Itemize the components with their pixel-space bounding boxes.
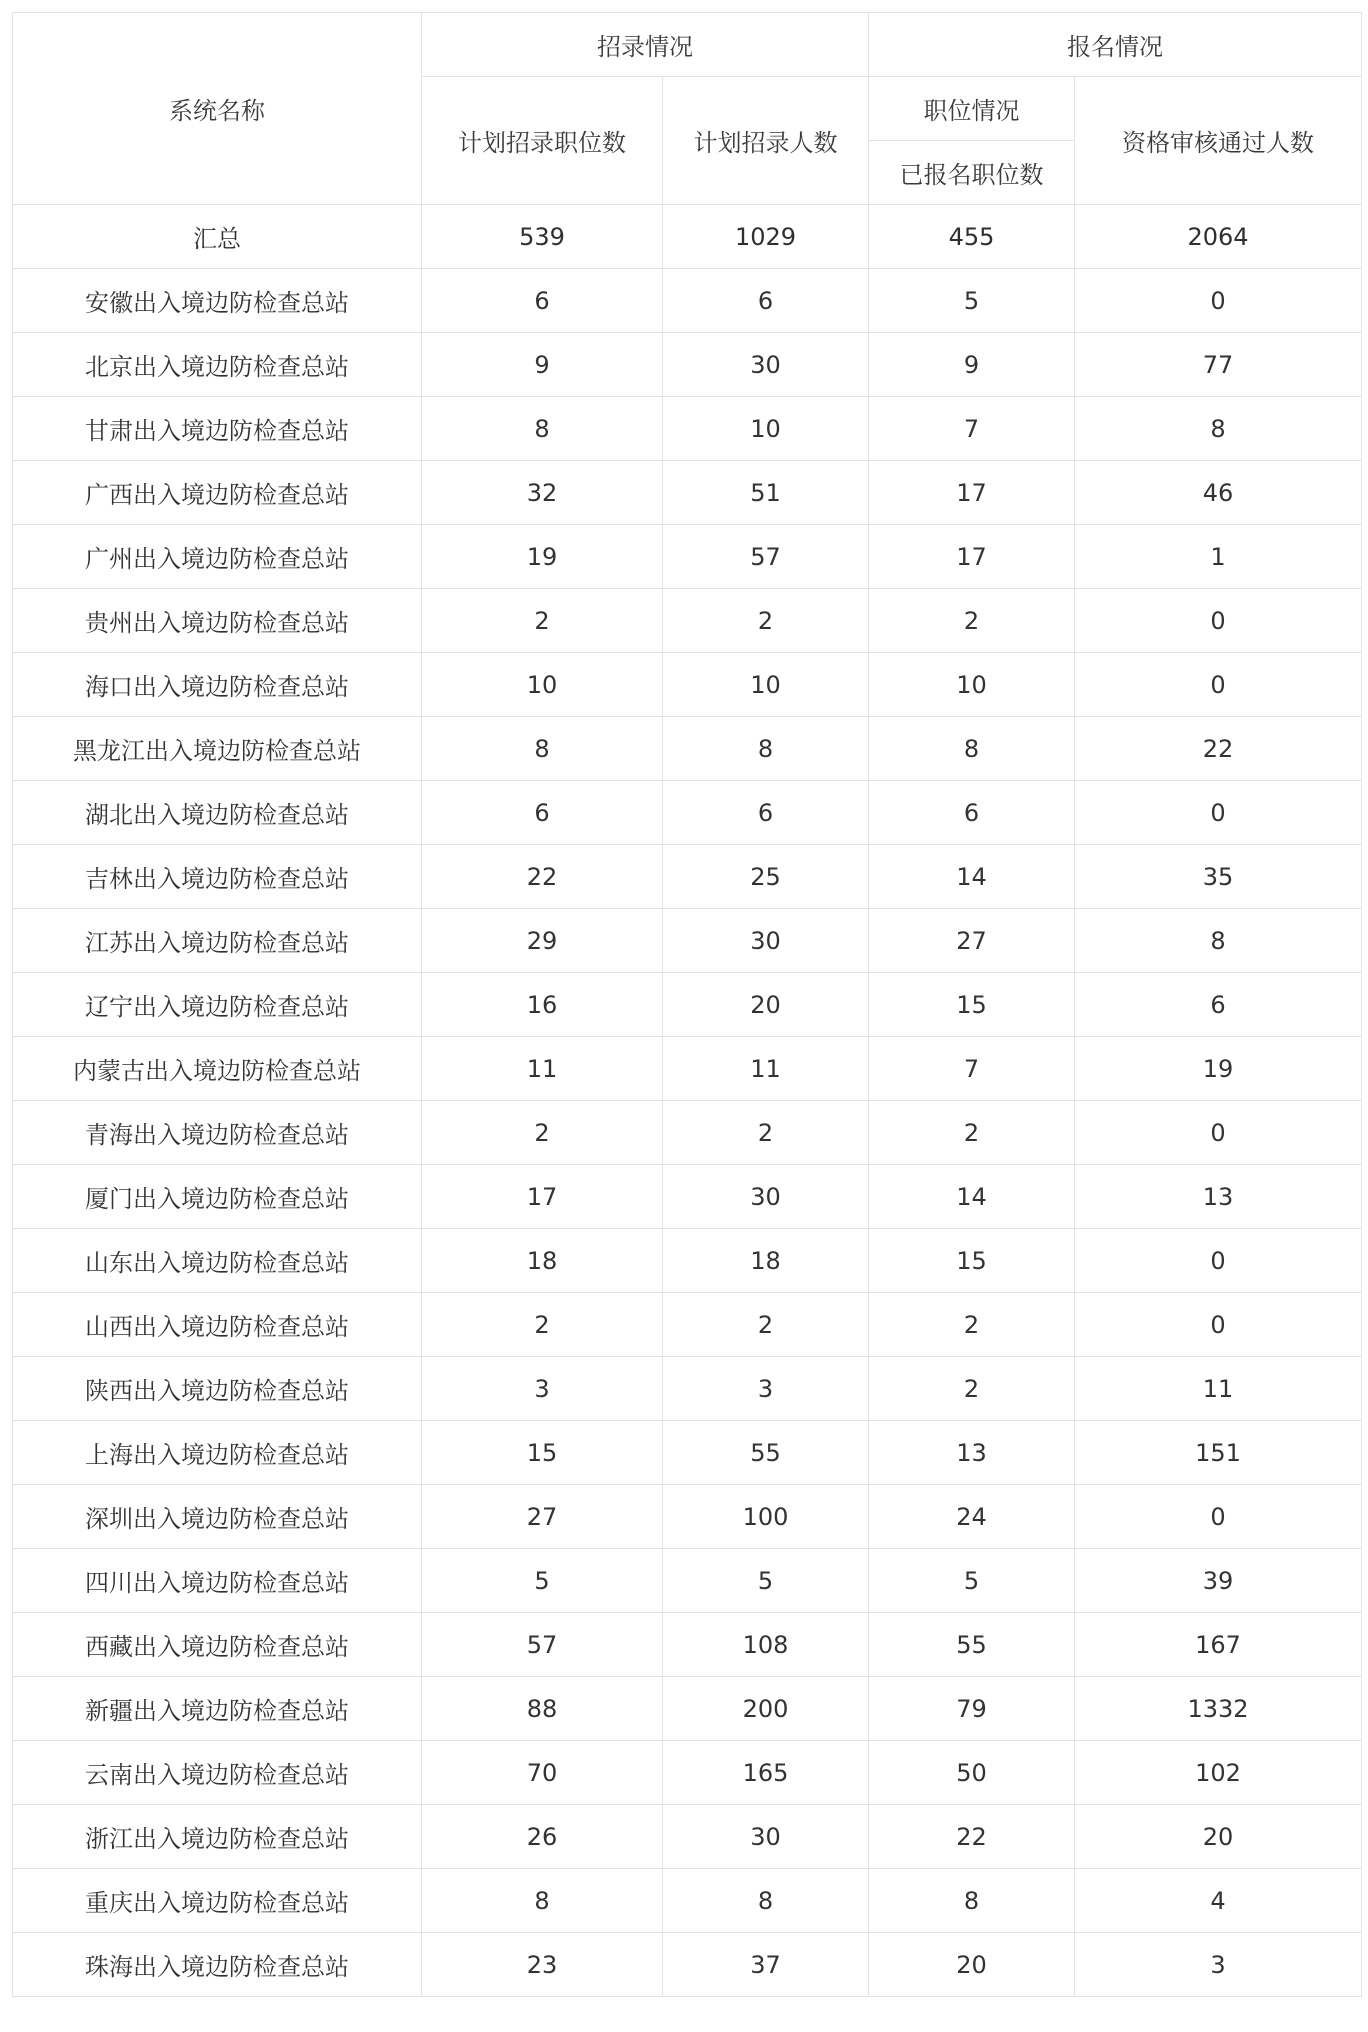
cell-planned-people: 2 (663, 589, 869, 653)
cell-planned-positions: 2 (422, 1293, 663, 1357)
table-row (13, 653, 1362, 717)
cell-planned-people: 37 (663, 1933, 869, 1997)
header-recruit-group: 招录情况 (422, 13, 869, 77)
cell-planned-people: 6 (663, 781, 869, 845)
cell-system-name: 江苏出入境边防检查总站 (13, 909, 422, 973)
table-container (12, 12, 1362, 1997)
cell-applied-positions: 2 (869, 1293, 1075, 1357)
cell-qualified-people: 35 (1075, 845, 1362, 909)
cell-qualified-people: 8 (1075, 397, 1362, 461)
cell-planned-people: 108 (663, 1613, 869, 1677)
cell-planned-people: 25 (663, 845, 869, 909)
table-row (13, 1549, 1362, 1613)
cell-system-name: 湖北出入境边防检查总站 (13, 781, 422, 845)
cell-qualified-people: 1332 (1075, 1677, 1362, 1741)
cell-planned-positions: 26 (422, 1805, 663, 1869)
cell-planned-positions: 18 (422, 1229, 663, 1293)
cell-system-name: 青海出入境边防检查总站 (13, 1101, 422, 1165)
cell-system-name: 山西出入境边防检查总站 (13, 1293, 422, 1357)
cell-planned-positions: 9 (422, 333, 663, 397)
cell-planned-positions: 57 (422, 1613, 663, 1677)
table-row (13, 1613, 1362, 1677)
cell-applied-positions: 79 (869, 1677, 1075, 1741)
cell-planned-people: 200 (663, 1677, 869, 1741)
cell-planned-people: 10 (663, 653, 869, 717)
cell-planned-positions: 70 (422, 1741, 663, 1805)
cell-applied-positions: 7 (869, 1037, 1075, 1101)
cell-planned-positions: 2 (422, 589, 663, 653)
cell-planned-people: 3 (663, 1357, 869, 1421)
header-system-name: 系统名称 (13, 13, 422, 205)
cell-qualified-people: 77 (1075, 333, 1362, 397)
cell-applied-positions: 8 (869, 1869, 1075, 1933)
header-signup-group: 报名情况 (869, 13, 1362, 77)
cell-system-name: 四川出入境边防检查总站 (13, 1549, 422, 1613)
table-row (13, 269, 1362, 333)
cell-qualified-people: 13 (1075, 1165, 1362, 1229)
cell-planned-people: 11 (663, 1037, 869, 1101)
cell-qualified-people: 3 (1075, 1933, 1362, 1997)
cell-system-name: 辽宁出入境边防检查总站 (13, 973, 422, 1037)
table-row (13, 1869, 1362, 1933)
table-row (13, 1293, 1362, 1357)
cell-system-name: 浙江出入境边防检查总站 (13, 1805, 422, 1869)
cell-planned-positions: 29 (422, 909, 663, 973)
cell-planned-people: 8 (663, 1869, 869, 1933)
table-row (13, 845, 1362, 909)
cell-system-name: 黑龙江出入境边防检查总站 (13, 717, 422, 781)
cell-system-name: 广西出入境边防检查总站 (13, 461, 422, 525)
cell-qualified-people: 19 (1075, 1037, 1362, 1101)
cell-qualified-people: 0 (1075, 653, 1362, 717)
cell-applied-positions: 55 (869, 1613, 1075, 1677)
cell-planned-positions: 5 (422, 1549, 663, 1613)
cell-planned-people: 18 (663, 1229, 869, 1293)
table-row (13, 1421, 1362, 1485)
cell-planned-positions: 27 (422, 1485, 663, 1549)
cell-qualified-people: 0 (1075, 1229, 1362, 1293)
cell-qualified-people: 1 (1075, 525, 1362, 589)
cell-applied-positions: 2 (869, 589, 1075, 653)
cell-planned-positions: 23 (422, 1933, 663, 1997)
cell-planned-positions: 22 (422, 845, 663, 909)
cell-planned-people: 57 (663, 525, 869, 589)
table-row (13, 1165, 1362, 1229)
cell-system-name: 上海出入境边防检查总站 (13, 1421, 422, 1485)
table-row (13, 717, 1362, 781)
cell-system-name: 西藏出入境边防检查总站 (13, 1613, 422, 1677)
table-row (13, 1101, 1362, 1165)
cell-applied-positions: 14 (869, 845, 1075, 909)
cell-applied-positions: 7 (869, 397, 1075, 461)
cell-applied-positions: 50 (869, 1741, 1075, 1805)
cell-planned-people: 8 (663, 717, 869, 781)
table-row (13, 909, 1362, 973)
cell-qualified-people: 22 (1075, 717, 1362, 781)
table-row (13, 1037, 1362, 1101)
cell-planned-people: 30 (663, 333, 869, 397)
cell-applied-positions: 13 (869, 1421, 1075, 1485)
table-row (13, 1229, 1362, 1293)
cell-applied-positions: 17 (869, 461, 1075, 525)
cell-system-name: 北京出入境边防检查总站 (13, 333, 422, 397)
cell-applied-positions: 8 (869, 717, 1075, 781)
cell-applied-positions: 2 (869, 1357, 1075, 1421)
cell-system-name: 海口出入境边防检查总站 (13, 653, 422, 717)
summary-row (13, 205, 1362, 269)
cell-planned-positions: 11 (422, 1037, 663, 1101)
cell-qualified-people: 20 (1075, 1805, 1362, 1869)
table-row (13, 397, 1362, 461)
cell-planned-people: 5 (663, 1549, 869, 1613)
cell-qualified-people: 6 (1075, 973, 1362, 1037)
cell-planned-positions: 539 (422, 205, 663, 269)
cell-planned-positions: 8 (422, 1869, 663, 1933)
cell-planned-people: 30 (663, 1165, 869, 1229)
cell-planned-positions: 8 (422, 397, 663, 461)
header-position-status: 职位情况 (869, 77, 1075, 141)
cell-planned-positions: 16 (422, 973, 663, 1037)
table-row (13, 1485, 1362, 1549)
cell-qualified-people: 0 (1075, 589, 1362, 653)
table-row (13, 461, 1362, 525)
cell-applied-positions: 22 (869, 1805, 1075, 1869)
cell-applied-positions: 6 (869, 781, 1075, 845)
cell-planned-people: 30 (663, 1805, 869, 1869)
cell-planned-people: 165 (663, 1741, 869, 1805)
cell-planned-people: 20 (663, 973, 869, 1037)
cell-system-name: 吉林出入境边防检查总站 (13, 845, 422, 909)
cell-system-name: 重庆出入境边防检查总站 (13, 1869, 422, 1933)
header-applied-positions: 已报名职位数 (869, 141, 1075, 205)
cell-planned-positions: 19 (422, 525, 663, 589)
cell-planned-positions: 32 (422, 461, 663, 525)
cell-system-name: 珠海出入境边防检查总站 (13, 1933, 422, 1997)
table-body (13, 205, 1362, 1997)
table-header (13, 13, 1362, 205)
recruitment-table (12, 12, 1362, 1997)
cell-planned-people: 55 (663, 1421, 869, 1485)
cell-applied-positions: 15 (869, 1229, 1075, 1293)
cell-qualified-people: 0 (1075, 1485, 1362, 1549)
cell-applied-positions: 5 (869, 269, 1075, 333)
cell-planned-people: 10 (663, 397, 869, 461)
cell-system-name: 新疆出入境边防检查总站 (13, 1677, 422, 1741)
cell-qualified-people: 0 (1075, 269, 1362, 333)
table-row (13, 973, 1362, 1037)
cell-system-name: 山东出入境边防检查总站 (13, 1229, 422, 1293)
cell-applied-positions: 15 (869, 973, 1075, 1037)
cell-qualified-people: 151 (1075, 1421, 1362, 1485)
cell-qualified-people: 0 (1075, 1293, 1362, 1357)
cell-planned-people: 2 (663, 1293, 869, 1357)
cell-qualified-people: 4 (1075, 1869, 1362, 1933)
table-row (13, 525, 1362, 589)
cell-planned-positions: 3 (422, 1357, 663, 1421)
cell-qualified-people: 167 (1075, 1613, 1362, 1677)
cell-planned-positions: 15 (422, 1421, 663, 1485)
cell-applied-positions: 5 (869, 1549, 1075, 1613)
cell-qualified-people: 102 (1075, 1741, 1362, 1805)
cell-planned-positions: 6 (422, 781, 663, 845)
cell-planned-people: 100 (663, 1485, 869, 1549)
cell-qualified-people: 0 (1075, 1101, 1362, 1165)
cell-qualified-people: 11 (1075, 1357, 1362, 1421)
cell-planned-people: 2 (663, 1101, 869, 1165)
cell-applied-positions: 27 (869, 909, 1075, 973)
cell-system-name: 厦门出入境边防检查总站 (13, 1165, 422, 1229)
table-row (13, 1741, 1362, 1805)
table-row (13, 1933, 1362, 1997)
cell-qualified-people: 8 (1075, 909, 1362, 973)
cell-planned-positions: 17 (422, 1165, 663, 1229)
cell-qualified-people: 2064 (1075, 205, 1362, 269)
cell-applied-positions: 17 (869, 525, 1075, 589)
cell-system-name: 云南出入境边防检查总站 (13, 1741, 422, 1805)
cell-qualified-people: 0 (1075, 781, 1362, 845)
header-qualified-people: 资格审核通过人数 (1075, 77, 1362, 205)
header-planned-positions: 计划招录职位数 (422, 77, 663, 205)
cell-qualified-people: 39 (1075, 1549, 1362, 1613)
cell-applied-positions: 10 (869, 653, 1075, 717)
cell-planned-positions: 8 (422, 717, 663, 781)
cell-planned-positions: 2 (422, 1101, 663, 1165)
table-row (13, 333, 1362, 397)
table-row (13, 1357, 1362, 1421)
cell-system-name: 汇总 (13, 205, 422, 269)
cell-applied-positions: 2 (869, 1101, 1075, 1165)
header-row-1 (13, 13, 1362, 77)
table-row (13, 589, 1362, 653)
cell-system-name: 甘肃出入境边防检查总站 (13, 397, 422, 461)
cell-applied-positions: 9 (869, 333, 1075, 397)
cell-planned-positions: 88 (422, 1677, 663, 1741)
cell-applied-positions: 20 (869, 1933, 1075, 1997)
cell-planned-positions: 6 (422, 269, 663, 333)
cell-planned-people: 1029 (663, 205, 869, 269)
cell-qualified-people: 46 (1075, 461, 1362, 525)
cell-system-name: 贵州出入境边防检查总站 (13, 589, 422, 653)
cell-system-name: 陕西出入境边防检查总站 (13, 1357, 422, 1421)
cell-system-name: 安徽出入境边防检查总站 (13, 269, 422, 333)
cell-system-name: 内蒙古出入境边防检查总站 (13, 1037, 422, 1101)
cell-planned-people: 6 (663, 269, 869, 333)
cell-system-name: 广州出入境边防检查总站 (13, 525, 422, 589)
cell-planned-people: 30 (663, 909, 869, 973)
header-planned-people: 计划招录人数 (663, 77, 869, 205)
cell-applied-positions: 24 (869, 1485, 1075, 1549)
table-row (13, 1805, 1362, 1869)
table-row (13, 1677, 1362, 1741)
cell-planned-positions: 10 (422, 653, 663, 717)
cell-applied-positions: 455 (869, 205, 1075, 269)
cell-planned-people: 51 (663, 461, 869, 525)
cell-system-name: 深圳出入境边防检查总站 (13, 1485, 422, 1549)
table-row (13, 781, 1362, 845)
cell-applied-positions: 14 (869, 1165, 1075, 1229)
